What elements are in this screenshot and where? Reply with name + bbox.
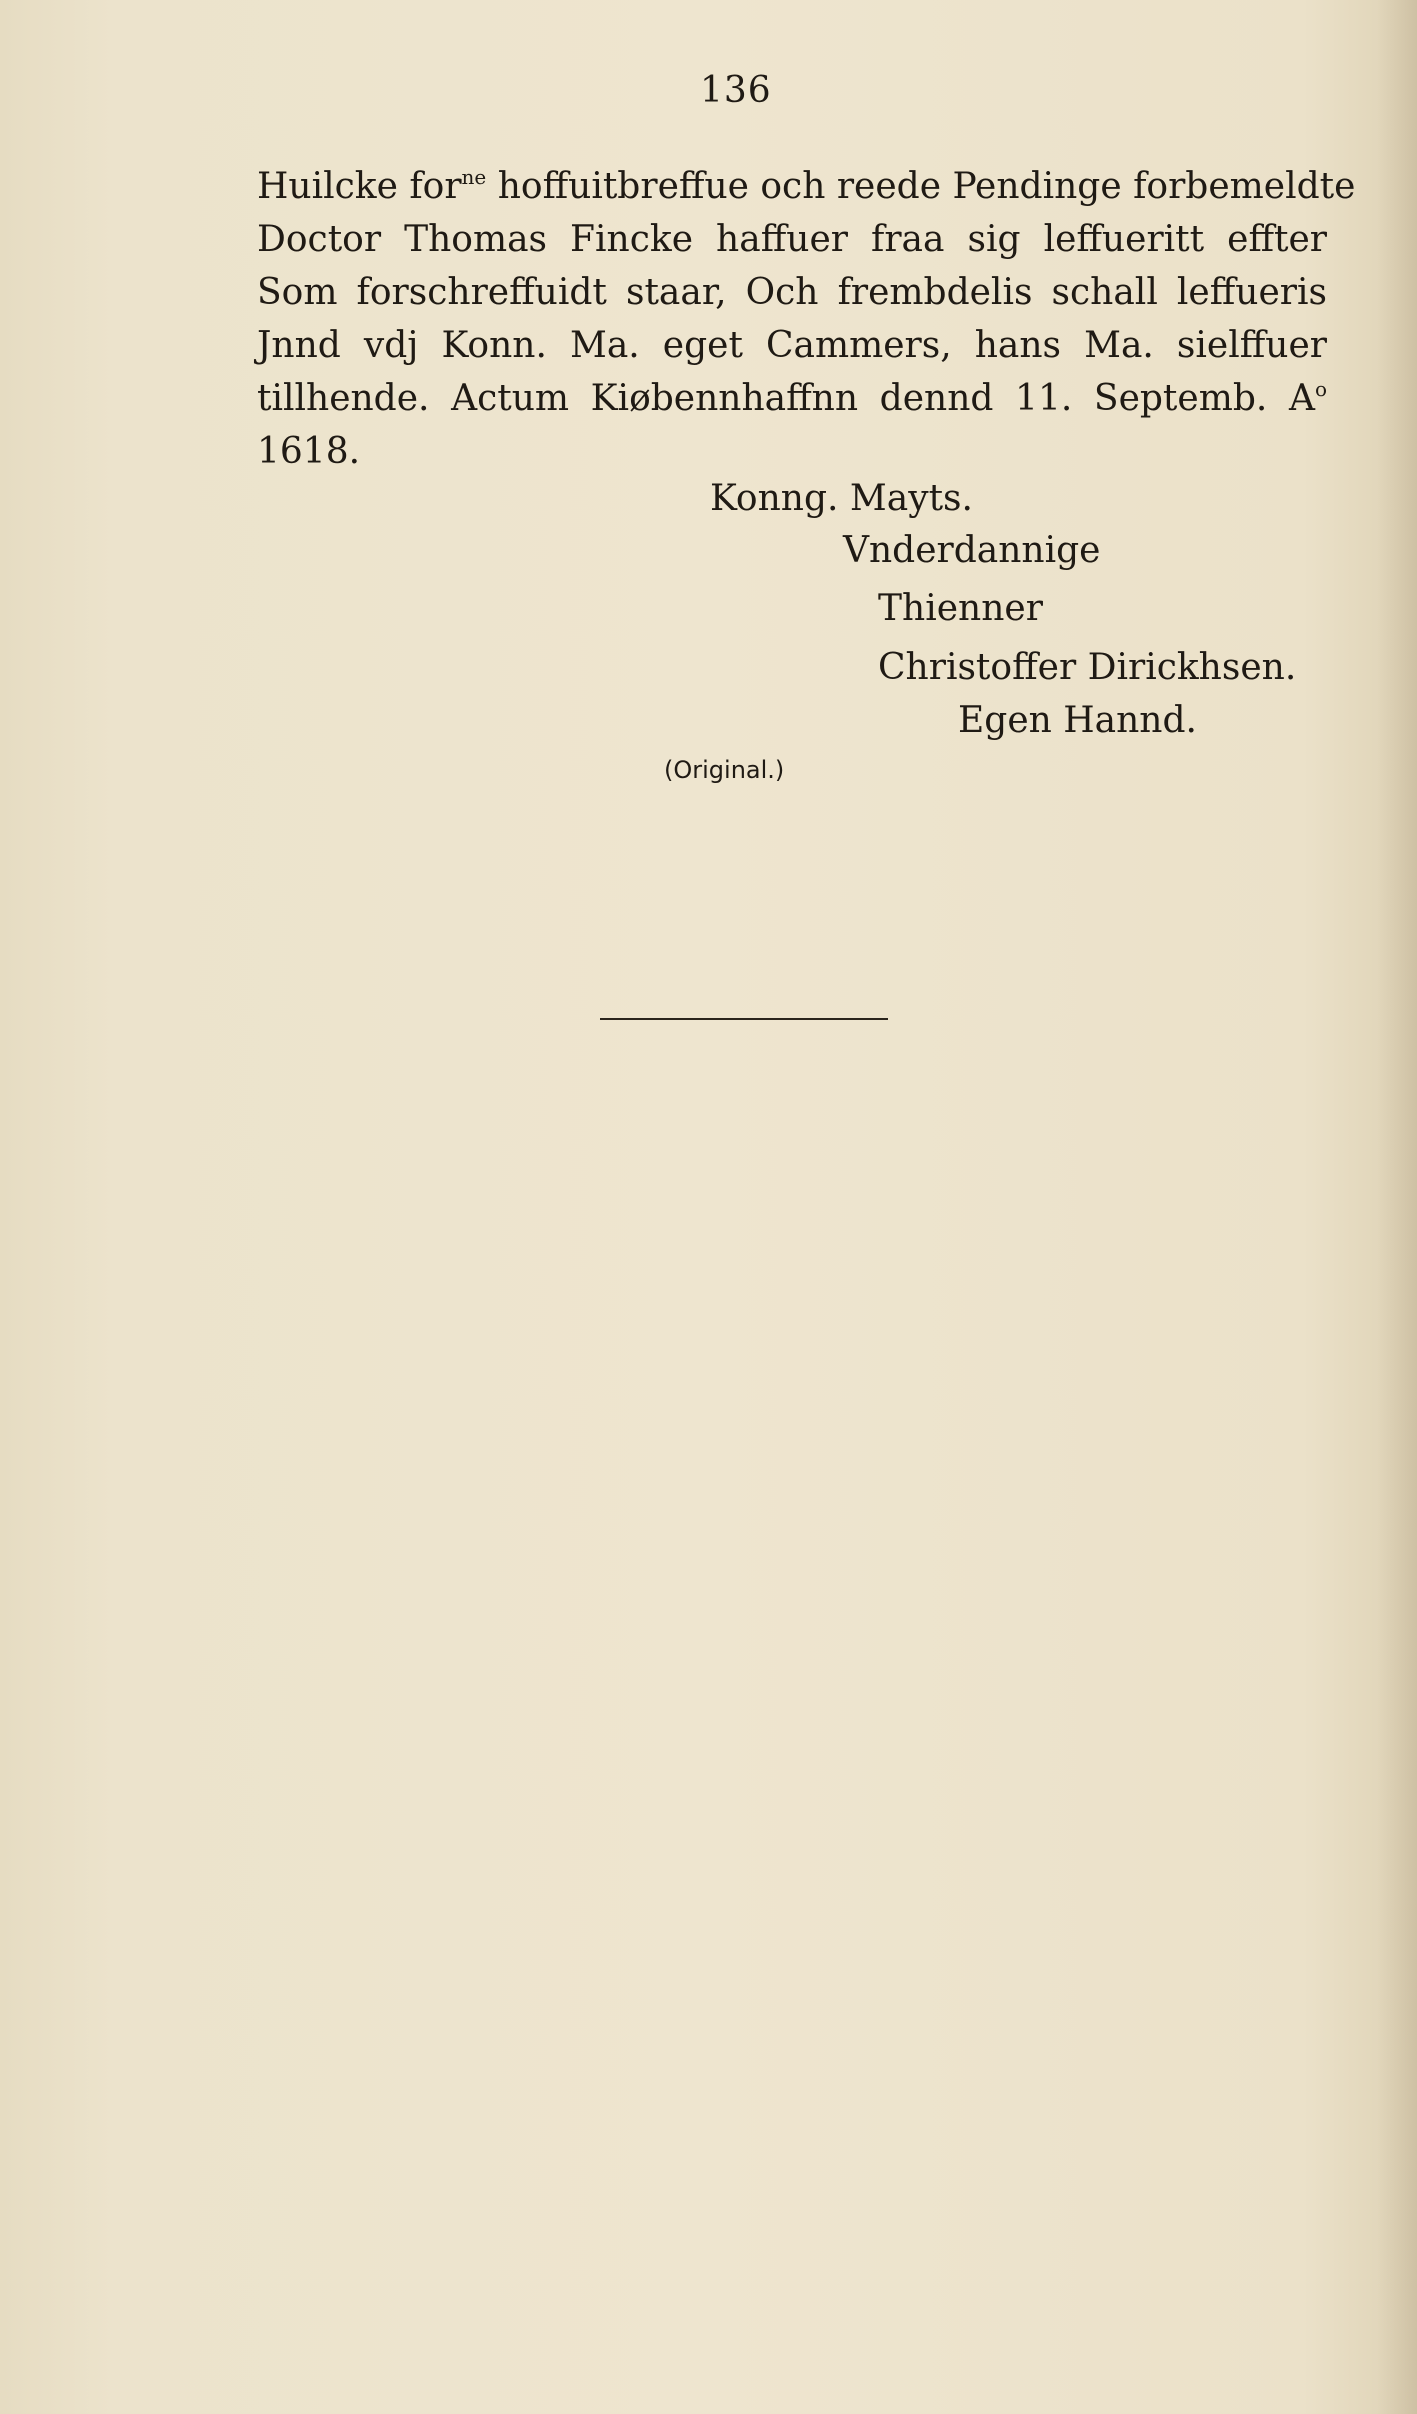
page-edge-shadow — [1377, 0, 1417, 2414]
signature-name: Christoffer Dirickhsen. — [878, 647, 1297, 688]
body-line: Jnnd vdj Konn. Ma. eget Cammers, hans Ma. sielffuer — [257, 325, 1327, 366]
signature-line: Egen Hannd. — [958, 700, 1197, 741]
body-line: Huilcke for$^{ne}$ hoffuitbreffue och reede Pendinge forbemeldte — [257, 165, 1356, 207]
section-divider — [600, 1018, 888, 1020]
body-text — [257, 160, 1356, 478]
page-number: 136 — [700, 70, 772, 111]
body-line: tillhende. Actum Kiøbennhaffnn dennd 11. Septemb. $A^o$ — [257, 377, 1327, 419]
original-note: (Original.) — [664, 756, 785, 784]
signature-line: Thienner — [878, 588, 1043, 629]
body-line: Som forschreffuidt staar, Och frembdelis schall leffueris — [257, 272, 1327, 313]
signature-line: Konng. Mayts. — [710, 478, 973, 519]
body-line: Doctor Thomas Fincke haffuer fraa sig leffueritt effter — [257, 219, 1327, 260]
signature-line: Vnderdannige — [843, 530, 1101, 571]
body-line: 1618. — [257, 431, 361, 472]
